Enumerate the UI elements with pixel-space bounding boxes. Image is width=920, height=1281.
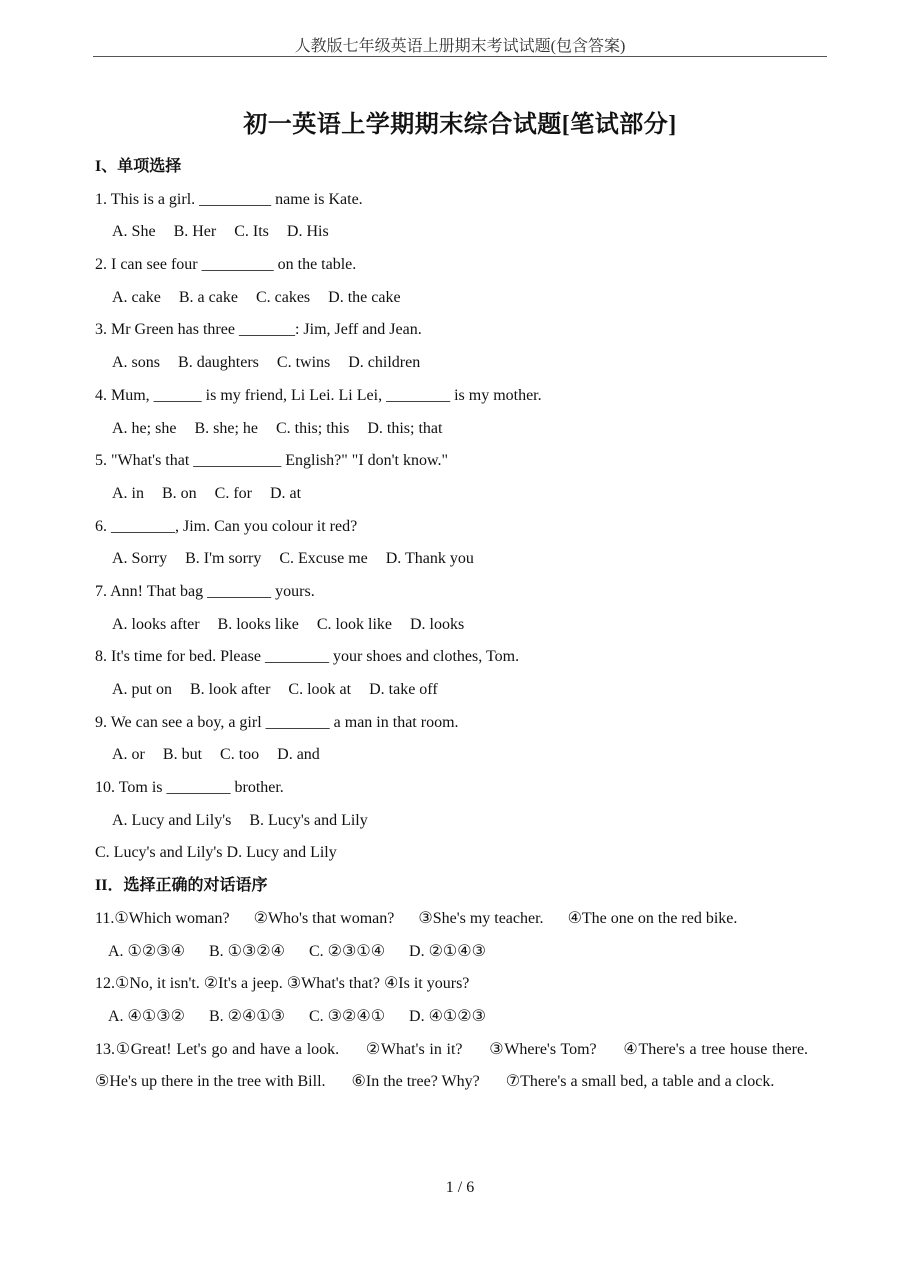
option: B. a cake bbox=[178, 288, 238, 306]
question-6: 6. ________, Jim. Can you colour it red? bbox=[95, 517, 358, 535]
option: B. Her bbox=[173, 223, 217, 241]
page-number: 1 / 6 bbox=[445, 1179, 475, 1196]
option: D. take off bbox=[369, 681, 438, 698]
exam-content bbox=[95, 151, 830, 1099]
option: C. this; this bbox=[275, 419, 350, 437]
question-1-options bbox=[95, 216, 830, 249]
option: A. put on bbox=[112, 681, 172, 698]
dialogue-line: ④The one on the red bike. bbox=[567, 909, 738, 927]
dialogue-line: 11.①Which woman? bbox=[95, 909, 230, 927]
section1-heading: I、单项选择 bbox=[95, 158, 182, 175]
option: B. she; he bbox=[194, 419, 258, 437]
option: B. looks like bbox=[217, 615, 299, 633]
dialogue-line: ⑦There's a small bed, a table and a clock. bbox=[505, 1073, 775, 1091]
question-2: 2. I can see four _________ on the table. bbox=[95, 256, 357, 274]
option: C. cakes bbox=[255, 288, 311, 306]
dialogue-line: ④There's a tree house there. bbox=[623, 1040, 809, 1058]
option: C. twins bbox=[276, 354, 331, 372]
option: D. this; that bbox=[367, 419, 443, 437]
option: B. Lucy's and Lily bbox=[249, 811, 368, 829]
option: A. in bbox=[112, 484, 144, 502]
question-7-options bbox=[95, 609, 830, 642]
option: C. too bbox=[220, 746, 260, 764]
question-11 bbox=[95, 903, 830, 936]
dialogue-line: ③She's my teacher. bbox=[418, 909, 544, 927]
header-rule bbox=[93, 56, 827, 57]
dialogue-line: ⑤He's up there in the tree with Bill. bbox=[95, 1073, 326, 1091]
option: A. looks after bbox=[112, 615, 200, 633]
option: D. and bbox=[277, 746, 320, 764]
question-6-options bbox=[95, 543, 830, 576]
option: A. or bbox=[112, 746, 145, 764]
option: B. on bbox=[162, 484, 197, 502]
option: D. the cake bbox=[328, 288, 401, 306]
question-8: 8. It's time for bed. Please ________ your shoes and clothes, Tom. bbox=[95, 648, 520, 666]
question-10: 10. Tom is ________ brother. bbox=[95, 779, 284, 797]
question-10-options bbox=[95, 805, 830, 838]
question-3-options bbox=[95, 347, 830, 380]
document-title: 初一英语上学期期末综合试题[笔试部分] bbox=[243, 112, 677, 138]
option: A. Sorry bbox=[112, 550, 168, 568]
option: D. ②①④③ bbox=[409, 942, 486, 960]
question-5: 5. "What's that ___________ English?" "I don't know." bbox=[95, 452, 449, 470]
dialogue-line: ③Where's Tom? bbox=[489, 1040, 597, 1058]
question-8-options bbox=[95, 674, 830, 707]
page-header: 人教版七年级英语上册期末考试试题(包含答案) bbox=[294, 38, 626, 55]
question-10-options-continued: C. Lucy's and Lily's D. Lucy and Lily bbox=[95, 844, 337, 862]
question-13 bbox=[95, 1034, 830, 1099]
option: A. She bbox=[112, 223, 156, 241]
option: B. ②④①③ bbox=[208, 1007, 285, 1025]
option: C. for bbox=[214, 484, 252, 502]
question-7: 7. Ann! That bag ________ yours. bbox=[95, 582, 315, 600]
question-9: 9. We can see a boy, a girl ________ a man in that room. bbox=[95, 713, 459, 731]
option: D. at bbox=[270, 484, 302, 502]
option: A. sons bbox=[112, 354, 161, 372]
question-4: 4. Mum, ______ is my friend, Li Lei. Li Lei, ________ is my mother. bbox=[95, 386, 542, 404]
option: B. daughters bbox=[178, 354, 259, 372]
question-9-options bbox=[95, 739, 830, 772]
option: A. ①②③④ bbox=[108, 942, 185, 960]
dialogue-line: ⑥In the tree? Why? bbox=[351, 1073, 480, 1091]
option: C. ②③①④ bbox=[308, 942, 386, 960]
question-3: 3. Mr Green has three _______: Jim, Jeff and Jean. bbox=[95, 321, 422, 339]
option: A. he; she bbox=[112, 419, 177, 437]
option: C. Its bbox=[234, 223, 269, 241]
option: D. His bbox=[286, 223, 329, 241]
option: B. ①③②④ bbox=[208, 942, 285, 960]
option: B. I'm sorry bbox=[185, 550, 262, 568]
question-1: 1. This is a girl. _________ name is Kate. bbox=[95, 190, 363, 208]
question-5-options bbox=[95, 478, 830, 511]
question-12: 12.①No, it isn't. ②It's a jeep. ③What's that? ④Is it yours? bbox=[95, 975, 470, 993]
option: D. children bbox=[348, 354, 421, 372]
option: C. look at bbox=[288, 681, 352, 698]
option: D. looks bbox=[409, 615, 465, 633]
option: D. Thank you bbox=[385, 550, 474, 568]
dialogue-line: ②What's in it? bbox=[365, 1040, 463, 1058]
question-2-options bbox=[95, 282, 830, 315]
question-11-options bbox=[95, 936, 830, 969]
option: D. ④①②③ bbox=[409, 1007, 486, 1025]
option: C. ③②④① bbox=[308, 1007, 386, 1025]
question-4-options bbox=[95, 413, 830, 446]
option: B. but bbox=[162, 746, 203, 764]
option: C. look like bbox=[316, 615, 392, 633]
option: A. Lucy and Lily's bbox=[112, 811, 232, 829]
option: B. look after bbox=[190, 681, 271, 698]
option: C. Excuse me bbox=[279, 550, 368, 568]
option: A. ④①③② bbox=[108, 1007, 185, 1025]
section2-heading: II．选择正确的对话语序 bbox=[95, 877, 268, 895]
dialogue-line: 13.①Great! Let's go and have a look. bbox=[95, 1040, 340, 1058]
dialogue-line: ②Who's that woman? bbox=[253, 909, 395, 927]
option: A. cake bbox=[112, 288, 161, 306]
question-12-options bbox=[95, 1001, 830, 1034]
